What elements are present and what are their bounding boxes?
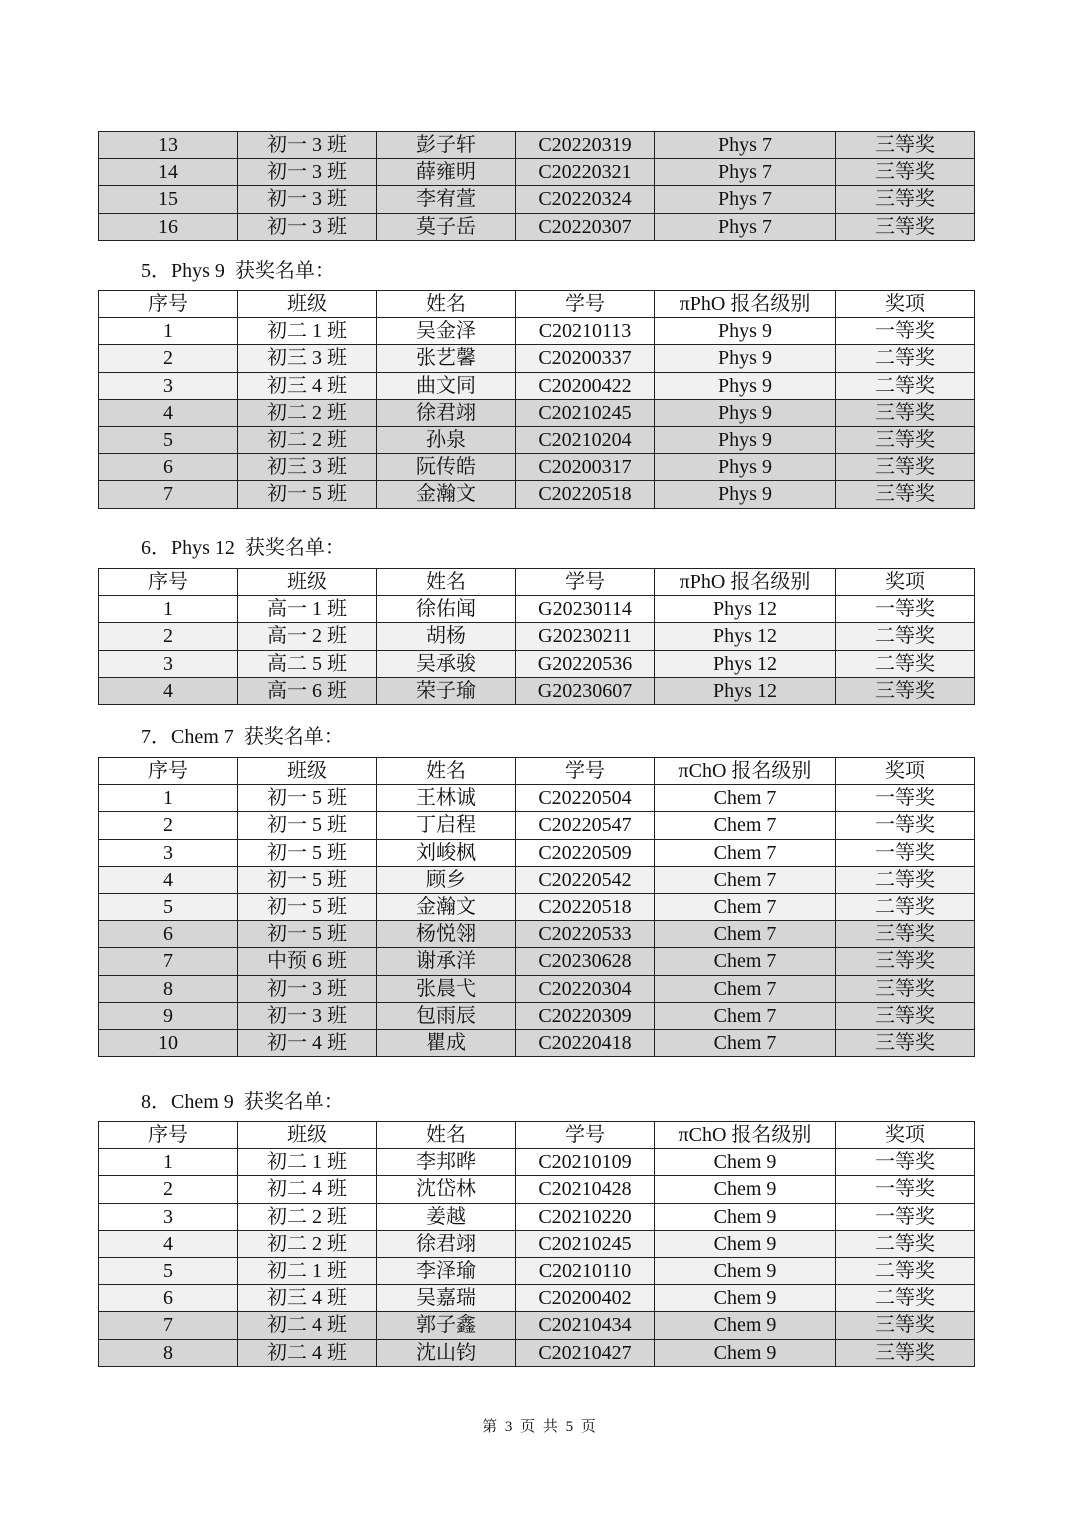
cell-no: 3 (99, 1203, 238, 1230)
cell-award: 三等奖 (836, 132, 975, 159)
cell-no: 1 (99, 785, 238, 812)
cell-level: Phys 12 (655, 677, 836, 704)
cell-award: 三等奖 (836, 481, 975, 508)
cell-name: 李泽瑜 (377, 1257, 516, 1284)
cell-no: 9 (99, 1002, 238, 1029)
table-row (99, 1285, 975, 1312)
header-no: 序号 (99, 1122, 238, 1149)
cell-award: 一等奖 (836, 812, 975, 839)
cell-student-id: G20230607 (516, 677, 655, 704)
cell-level: Chem 7 (655, 948, 836, 975)
cell-class: 初三 3 班 (238, 454, 377, 481)
cell-class: 初一 3 班 (238, 132, 377, 159)
cell-name: 莫子岳 (377, 213, 516, 240)
cell-student-id: C20210428 (516, 1176, 655, 1203)
cell-level: Chem 9 (655, 1176, 836, 1203)
cell-student-id: C20210220 (516, 1203, 655, 1230)
table-row (99, 454, 975, 481)
cell-student-id: C20210204 (516, 426, 655, 453)
table-row (99, 132, 975, 159)
cell-level: Phys 7 (655, 213, 836, 240)
section-heading-phys9: 5．Phys 9 获奖名单： (141, 260, 335, 282)
cell-student-id: C20220304 (516, 975, 655, 1002)
cell-no: 15 (99, 186, 238, 213)
header-no: 序号 (99, 569, 238, 596)
header-class: 班级 (238, 569, 377, 596)
table-row (99, 921, 975, 948)
table-row (99, 318, 975, 345)
cell-name: 孙泉 (377, 426, 516, 453)
cell-name: 徐佑闻 (377, 596, 516, 623)
table-header-row (99, 291, 975, 318)
cell-class: 初三 3 班 (238, 345, 377, 372)
cell-student-id: C20220533 (516, 921, 655, 948)
cell-name: 彭子轩 (377, 132, 516, 159)
table-row (99, 812, 975, 839)
table-row (99, 839, 975, 866)
cell-class: 初一 3 班 (238, 186, 377, 213)
cell-no: 8 (99, 1339, 238, 1366)
cell-level: Chem 7 (655, 785, 836, 812)
header-award: 奖项 (836, 291, 975, 318)
cell-class: 初三 4 班 (238, 1285, 377, 1312)
table-row (99, 623, 975, 650)
cell-class: 高一 1 班 (238, 596, 377, 623)
cell-name: 谢承洋 (377, 948, 516, 975)
cell-award: 二等奖 (836, 866, 975, 893)
cell-level: Phys 9 (655, 481, 836, 508)
cell-level: Chem 7 (655, 975, 836, 1002)
cell-award: 二等奖 (836, 1257, 975, 1284)
cell-award: 三等奖 (836, 921, 975, 948)
cell-name: 沈岱林 (377, 1176, 516, 1203)
continued-award-table (98, 131, 975, 241)
award-table-body (99, 596, 975, 705)
section-heading-chem9: 8．Chem 9 获奖名单： (141, 1091, 344, 1113)
cell-no: 2 (99, 812, 238, 839)
award-table-chem7 (98, 757, 975, 1057)
cell-name: 荣子瑜 (377, 677, 516, 704)
table-row (99, 1149, 975, 1176)
cell-student-id: C20220518 (516, 481, 655, 508)
cell-class: 高一 2 班 (238, 623, 377, 650)
cell-name: 包雨辰 (377, 1002, 516, 1029)
cell-level: Phys 12 (655, 623, 836, 650)
cell-level: Chem 9 (655, 1257, 836, 1284)
cell-name: 胡杨 (377, 623, 516, 650)
award-table-body (99, 318, 975, 508)
cell-student-id: G20230211 (516, 623, 655, 650)
table-row (99, 186, 975, 213)
cell-class: 初二 1 班 (238, 1149, 377, 1176)
cell-level: Chem 7 (655, 839, 836, 866)
cell-name: 张艺馨 (377, 345, 516, 372)
cell-name: 吴金泽 (377, 318, 516, 345)
cell-no: 5 (99, 1257, 238, 1284)
cell-award: 一等奖 (836, 1149, 975, 1176)
cell-level: Chem 9 (655, 1312, 836, 1339)
cell-level: Phys 9 (655, 318, 836, 345)
cell-no: 3 (99, 650, 238, 677)
cell-student-id: C20210109 (516, 1149, 655, 1176)
header-level: πChO 报名级别 (655, 1122, 836, 1149)
cell-award: 三等奖 (836, 1002, 975, 1029)
cell-name: 吴嘉瑞 (377, 1285, 516, 1312)
cell-name: 阮传皓 (377, 454, 516, 481)
cell-award: 二等奖 (836, 372, 975, 399)
table-row (99, 677, 975, 704)
table-row (99, 399, 975, 426)
cell-level: Chem 7 (655, 921, 836, 948)
cell-no: 4 (99, 1230, 238, 1257)
cell-award: 二等奖 (836, 650, 975, 677)
cell-class: 初一 3 班 (238, 1002, 377, 1029)
table-row (99, 1176, 975, 1203)
award-table-body (99, 1149, 975, 1367)
header-level: πPhO 报名级别 (655, 291, 836, 318)
cell-student-id: C20230628 (516, 948, 655, 975)
cell-class: 初一 3 班 (238, 213, 377, 240)
cell-no: 7 (99, 948, 238, 975)
cell-award: 三等奖 (836, 677, 975, 704)
cell-level: Chem 7 (655, 1002, 836, 1029)
cell-name: 郭子鑫 (377, 1312, 516, 1339)
cell-class: 初二 1 班 (238, 1257, 377, 1284)
cell-no: 3 (99, 839, 238, 866)
award-table-phys12 (98, 568, 975, 705)
header-award: 奖项 (836, 1122, 975, 1149)
cell-award: 二等奖 (836, 1230, 975, 1257)
cell-student-id: C20220307 (516, 213, 655, 240)
cell-student-id: C20200337 (516, 345, 655, 372)
cell-level: Phys 9 (655, 454, 836, 481)
cell-no: 1 (99, 318, 238, 345)
cell-name: 张晨弋 (377, 975, 516, 1002)
cell-student-id: C20210245 (516, 399, 655, 426)
cell-level: Phys 12 (655, 650, 836, 677)
cell-class: 初一 5 班 (238, 921, 377, 948)
cell-no: 16 (99, 213, 238, 240)
cell-level: Phys 7 (655, 132, 836, 159)
table-row (99, 785, 975, 812)
table-row (99, 596, 975, 623)
cell-no: 2 (99, 345, 238, 372)
cell-level: Phys 7 (655, 186, 836, 213)
cell-award: 三等奖 (836, 454, 975, 481)
cell-no: 5 (99, 893, 238, 920)
section-heading-chem7: 7．Chem 7 获奖名单： (141, 726, 344, 748)
cell-no: 7 (99, 1312, 238, 1339)
cell-class: 初二 2 班 (238, 399, 377, 426)
cell-no: 2 (99, 623, 238, 650)
cell-level: Chem 9 (655, 1149, 836, 1176)
header-level: πChO 报名级别 (655, 758, 836, 785)
cell-award: 三等奖 (836, 1029, 975, 1056)
cell-class: 初一 5 班 (238, 866, 377, 893)
cell-award: 二等奖 (836, 345, 975, 372)
cell-student-id: C20210427 (516, 1339, 655, 1366)
cell-name: 王林诚 (377, 785, 516, 812)
table-row (99, 1203, 975, 1230)
cell-no: 6 (99, 921, 238, 948)
cell-student-id: C20220547 (516, 812, 655, 839)
cell-award: 三等奖 (836, 1339, 975, 1366)
table-row (99, 1312, 975, 1339)
cell-award: 一等奖 (836, 596, 975, 623)
table-row (99, 650, 975, 677)
cell-level: Chem 9 (655, 1203, 836, 1230)
award-table-chem9 (98, 1121, 975, 1367)
cell-class: 初二 2 班 (238, 1203, 377, 1230)
cell-level: Phys 9 (655, 372, 836, 399)
cell-class: 初二 4 班 (238, 1176, 377, 1203)
cell-class: 初一 5 班 (238, 839, 377, 866)
cell-award: 三等奖 (836, 975, 975, 1002)
cell-student-id: C20220319 (516, 132, 655, 159)
cell-student-id: C20220518 (516, 893, 655, 920)
cell-class: 中预 6 班 (238, 948, 377, 975)
cell-class: 初一 5 班 (238, 785, 377, 812)
cell-student-id: C20210113 (516, 318, 655, 345)
cell-award: 一等奖 (836, 839, 975, 866)
table-row (99, 948, 975, 975)
award-table-body (99, 785, 975, 1057)
cell-award: 二等奖 (836, 1285, 975, 1312)
cell-no: 14 (99, 159, 238, 186)
header-name: 姓名 (377, 1122, 516, 1149)
cell-award: 三等奖 (836, 186, 975, 213)
cell-name: 瞿成 (377, 1029, 516, 1056)
cell-no: 8 (99, 975, 238, 1002)
cell-no: 6 (99, 454, 238, 481)
cell-class: 初一 5 班 (238, 481, 377, 508)
cell-student-id: C20200402 (516, 1285, 655, 1312)
cell-level: Phys 9 (655, 399, 836, 426)
table-row (99, 481, 975, 508)
cell-award: 三等奖 (836, 213, 975, 240)
cell-student-id: C20220321 (516, 159, 655, 186)
header-class: 班级 (238, 1122, 377, 1149)
continued-award-table-body (99, 132, 975, 241)
cell-name: 姜越 (377, 1203, 516, 1230)
cell-level: Phys 12 (655, 596, 836, 623)
table-row (99, 893, 975, 920)
table-header-row (99, 569, 975, 596)
table-row (99, 975, 975, 1002)
cell-class: 高二 5 班 (238, 650, 377, 677)
cell-class: 初一 4 班 (238, 1029, 377, 1056)
cell-class: 初二 4 班 (238, 1339, 377, 1366)
cell-class: 初二 2 班 (238, 1230, 377, 1257)
cell-student-id: C20200422 (516, 372, 655, 399)
cell-no: 4 (99, 677, 238, 704)
cell-student-id: C20220542 (516, 866, 655, 893)
cell-student-id: C20220309 (516, 1002, 655, 1029)
cell-class: 初一 3 班 (238, 159, 377, 186)
table-row (99, 1002, 975, 1029)
cell-class: 初二 1 班 (238, 318, 377, 345)
cell-student-id: C20220324 (516, 186, 655, 213)
header-student-id: 学号 (516, 291, 655, 318)
cell-student-id: C20210245 (516, 1230, 655, 1257)
table-row (99, 426, 975, 453)
table-row (99, 372, 975, 399)
cell-no: 5 (99, 426, 238, 453)
page-number-footer: 第 3 页 共 5 页 (482, 1419, 598, 1435)
table-row (99, 1257, 975, 1284)
table-row (99, 345, 975, 372)
table-row (99, 1230, 975, 1257)
cell-student-id: C20220418 (516, 1029, 655, 1056)
cell-student-id: C20210110 (516, 1257, 655, 1284)
cell-level: Chem 7 (655, 866, 836, 893)
header-student-id: 学号 (516, 1122, 655, 1149)
cell-class: 高一 6 班 (238, 677, 377, 704)
cell-name: 李宥萱 (377, 186, 516, 213)
cell-level: Phys 9 (655, 345, 836, 372)
cell-name: 徐君翊 (377, 399, 516, 426)
cell-class: 初二 2 班 (238, 426, 377, 453)
cell-class: 初一 5 班 (238, 893, 377, 920)
cell-student-id: C20200317 (516, 454, 655, 481)
cell-name: 徐君翊 (377, 1230, 516, 1257)
header-award: 奖项 (836, 758, 975, 785)
header-student-id: 学号 (516, 758, 655, 785)
table-header-row (99, 1122, 975, 1149)
table-row (99, 159, 975, 186)
cell-name: 丁启程 (377, 812, 516, 839)
table-row (99, 1029, 975, 1056)
cell-student-id: C20210434 (516, 1312, 655, 1339)
header-no: 序号 (99, 758, 238, 785)
cell-award: 三等奖 (836, 426, 975, 453)
cell-class: 初三 4 班 (238, 372, 377, 399)
cell-award: 二等奖 (836, 893, 975, 920)
cell-student-id: G20220536 (516, 650, 655, 677)
section-heading-phys12: 6．Phys 12 获奖名单： (141, 537, 345, 559)
cell-award: 一等奖 (836, 318, 975, 345)
header-student-id: 学号 (516, 569, 655, 596)
cell-name: 顾乡 (377, 866, 516, 893)
cell-award: 二等奖 (836, 623, 975, 650)
cell-class: 初二 4 班 (238, 1312, 377, 1339)
cell-award: 三等奖 (836, 159, 975, 186)
cell-no: 2 (99, 1176, 238, 1203)
cell-no: 1 (99, 596, 238, 623)
header-name: 姓名 (377, 569, 516, 596)
cell-name: 吴承骏 (377, 650, 516, 677)
header-level: πPhO 报名级别 (655, 569, 836, 596)
cell-student-id: C20220509 (516, 839, 655, 866)
cell-name: 李邦晔 (377, 1149, 516, 1176)
header-class: 班级 (238, 291, 377, 318)
cell-student-id: C20220504 (516, 785, 655, 812)
cell-level: Phys 9 (655, 426, 836, 453)
cell-name: 刘峻枫 (377, 839, 516, 866)
header-no: 序号 (99, 291, 238, 318)
cell-name: 曲文同 (377, 372, 516, 399)
cell-student-id: G20230114 (516, 596, 655, 623)
cell-no: 6 (99, 1285, 238, 1312)
cell-no: 3 (99, 372, 238, 399)
table-header-row (99, 758, 975, 785)
cell-level: Chem 9 (655, 1285, 836, 1312)
table-row (99, 1339, 975, 1366)
cell-name: 金瀚文 (377, 481, 516, 508)
header-name: 姓名 (377, 758, 516, 785)
cell-no: 13 (99, 132, 238, 159)
cell-award: 三等奖 (836, 948, 975, 975)
award-table-phys9 (98, 290, 975, 509)
cell-award: 一等奖 (836, 1203, 975, 1230)
cell-level: Phys 7 (655, 159, 836, 186)
cell-no: 7 (99, 481, 238, 508)
header-name: 姓名 (377, 291, 516, 318)
cell-level: Chem 7 (655, 893, 836, 920)
cell-award: 三等奖 (836, 399, 975, 426)
cell-award: 一等奖 (836, 1176, 975, 1203)
cell-no: 4 (99, 399, 238, 426)
cell-award: 一等奖 (836, 785, 975, 812)
header-class: 班级 (238, 758, 377, 785)
cell-no: 1 (99, 1149, 238, 1176)
cell-name: 杨悦翎 (377, 921, 516, 948)
table-row (99, 213, 975, 240)
cell-no: 10 (99, 1029, 238, 1056)
cell-name: 沈山钧 (377, 1339, 516, 1366)
cell-level: Chem 9 (655, 1230, 836, 1257)
cell-level: Chem 7 (655, 1029, 836, 1056)
cell-level: Chem 7 (655, 812, 836, 839)
cell-class: 初一 3 班 (238, 975, 377, 1002)
cell-name: 薛雍明 (377, 159, 516, 186)
table-row (99, 866, 975, 893)
header-award: 奖项 (836, 569, 975, 596)
cell-name: 金瀚文 (377, 893, 516, 920)
cell-level: Chem 9 (655, 1339, 836, 1366)
cell-class: 初一 5 班 (238, 812, 377, 839)
cell-no: 4 (99, 866, 238, 893)
cell-award: 三等奖 (836, 1312, 975, 1339)
